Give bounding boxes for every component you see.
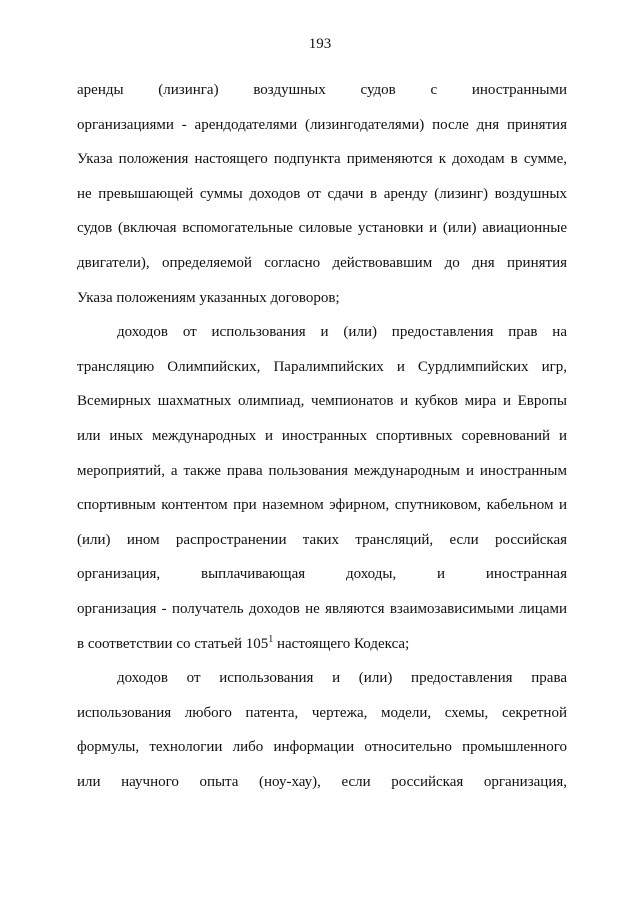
text-line: Всемирных шахматных олимпиад, чемпионатов и кубков мира и Европы [77, 393, 567, 410]
text-fragment: настоящего Кодекса; [273, 635, 410, 652]
text-line: использования любого патента, чертежа, модели, схемы, секретной [77, 704, 567, 721]
text-line: аренды (лизинга) воздушных судов с иностранными [77, 82, 567, 98]
text-line: не превышающей суммы доходов от сдачи в аренду (лизинг) воздушных [77, 185, 567, 202]
text-line: спортивным контентом при наземном эфирном, спутниковом, кабельном и [77, 497, 567, 514]
text-line: двигатели), определяемой согласно действовавшим до дня принятия [77, 254, 567, 271]
body-text [77, 73, 567, 799]
text-line: Указа положениям указанных договоров; [77, 289, 340, 306]
paragraph-first-line: доходов от использования и (или) предоставления прав на [117, 324, 567, 341]
text-line: формулы, технологии либо информации относительно промышленного [77, 739, 567, 756]
text-line: (или) ином распространении таких трансляций, если российская [77, 531, 567, 548]
text-line: организация, выплачивающая доходы, и иностранная [77, 566, 567, 583]
text-line: организациями - арендодателями (лизингодателями) после дня принятия [77, 116, 567, 133]
page-number: 193 [308, 36, 332, 52]
article-superscript: 1 [268, 633, 274, 645]
text-line: организация - получатель доходов не являются взаимозависимыми лицами [77, 600, 567, 617]
text-line: или иных международных и иностранных спортивных соревнований и [77, 427, 567, 444]
text-line: или научного опыта (ноу-хау), если российская организация, [77, 773, 567, 790]
text-line: судов (включая вспомогательные силовые установки и (или) авиационные [77, 220, 567, 237]
paragraph-first-line: доходов от использования и (или) предоставления права [117, 670, 567, 687]
text-fragment: в соответствии со статьей 105 [77, 635, 269, 652]
text-line: трансляцию Олимпийских, Паралимпийских и Сурдлимпийских игр, [77, 358, 567, 375]
text-line-with-superscript [77, 627, 567, 662]
text-line: мероприятий, а также права пользования международным и иностранным [77, 462, 567, 479]
text-line: Указа положения настоящего подпункта применяются к доходам в сумме, [77, 151, 567, 168]
